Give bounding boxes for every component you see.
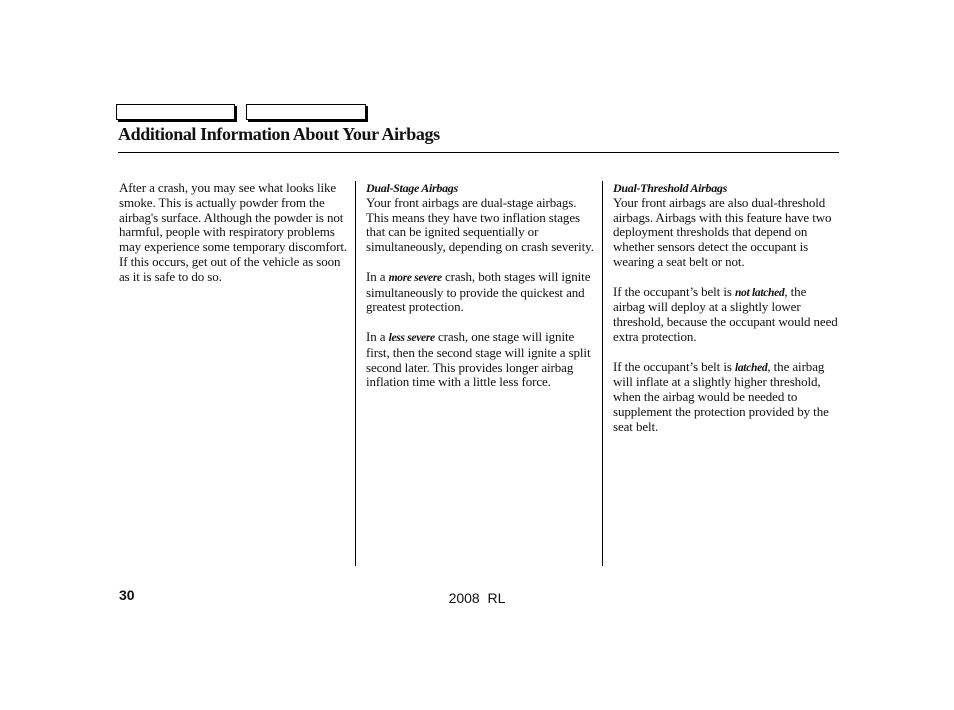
column-smoke-info xyxy=(119,181,347,299)
emphasis-more-severe: more severe xyxy=(388,271,442,284)
nav-tab-box-left[interactable] xyxy=(116,104,235,120)
emphasis-not-latched: not latched xyxy=(734,286,785,299)
page-number: 30 xyxy=(119,587,135,603)
paragraph-latched: If the occupant’s belt is latched, the airbag will inflate at a slightly higher threshold, when the airbag would be needed to supplement the protection provided by the seat belt. xyxy=(613,358,829,434)
paragraph-dual-stage-intro: Your front airbags are dual-stage airbags. This means they have two inflation stages that can be ignited sequentially or simultaneously, depending on crash severity. xyxy=(366,194,594,255)
paragraph-smoke: After a crash, you may see what looks like smoke. This is actually powder from the airbag's surface. Although the powder is not harmful, people with respiratory problems may experience some temporary discomfort. If this occurs, get out of the vehicle as soon as it is safe to do so. xyxy=(119,180,348,284)
paragraph-less-severe: In a less severe crash, one stage will ignite first, then the second stage will ignite a split second later. This provides longer airbag inflation time with a little less force. xyxy=(366,328,591,390)
emphasis-less-severe: less severe xyxy=(388,331,435,344)
paragraph-dual-threshold-intro: Your front airbags are also dual-threshold airbags. Airbags with this feature have two deployment thresholds that depend on whether sensors detect the occupant is wearing a seat belt or not. xyxy=(613,194,832,269)
column-dual-threshold xyxy=(613,181,841,449)
column-dual-stage xyxy=(366,181,596,405)
emphasis-latched: latched xyxy=(734,361,768,374)
footer-model: 2008 RL xyxy=(448,590,506,606)
column-divider-2 xyxy=(602,181,603,566)
title-underline xyxy=(118,152,839,153)
nav-tab-box-right[interactable] xyxy=(246,104,366,120)
paragraph-more-severe: In a more severe crash, both stages will ignite simultaneously to provide the quickest and greatest protection. xyxy=(366,268,591,315)
heading-dual-stage: Dual-Stage Airbags xyxy=(366,181,458,195)
column-divider-1 xyxy=(355,181,356,566)
heading-dual-threshold: Dual-Threshold Airbags xyxy=(613,181,727,195)
page-title: Additional Information About Your Airbags xyxy=(118,124,440,144)
paragraph-not-latched: If the occupant’s belt is not latched, the airbag will deploy at a slightly lower threshold, because the occupant would need extra protection. xyxy=(613,283,838,344)
